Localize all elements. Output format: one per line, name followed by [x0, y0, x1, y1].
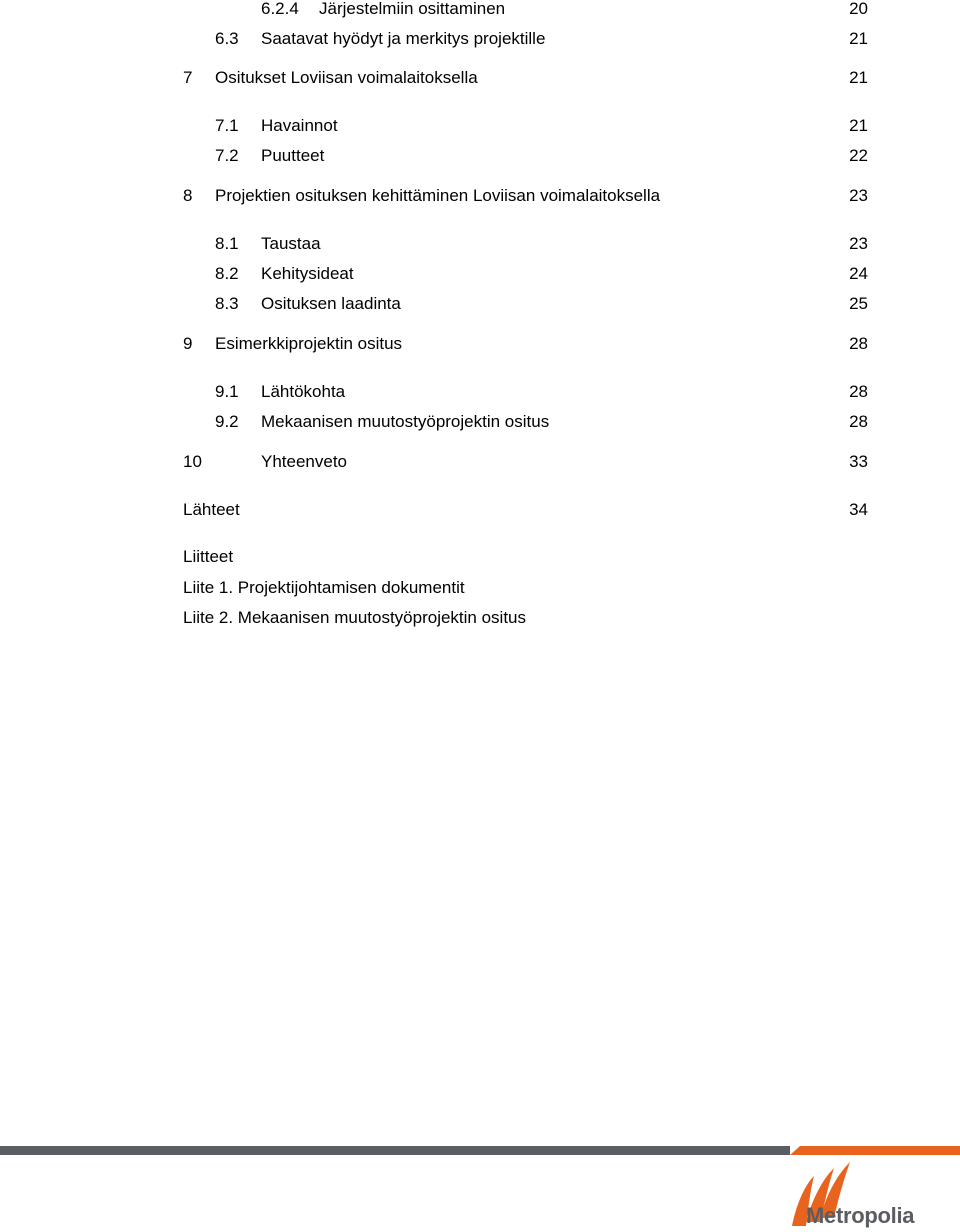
toc-entry-8-3[interactable]: [0, 293, 960, 315]
toc-title: Mekaanisen muutostyöprojektin ositus: [261, 412, 550, 431]
toc-title: Saatavat hyödyt ja merkitys projektille: [261, 29, 546, 48]
toc-number: 8.2: [215, 264, 239, 283]
toc-page: 23: [849, 234, 868, 253]
toc-entry-10[interactable]: [0, 451, 960, 473]
toc-title: Osituksen laadinta: [261, 294, 401, 313]
toc-number: 7: [183, 68, 193, 87]
toc-page: 21: [849, 68, 868, 87]
toc-title: Yhteenveto: [261, 452, 348, 471]
footer-bar-grey: [0, 1146, 790, 1155]
toc-page: 22: [849, 146, 868, 165]
toc-page: 25: [849, 294, 868, 313]
toc-page: 20: [849, 0, 868, 18]
footer-bar: [0, 1146, 960, 1155]
toc-entry-liite-1[interactable]: [0, 577, 960, 599]
toc-title: Puutteet: [261, 146, 325, 165]
toc-entry-9[interactable]: [0, 333, 960, 355]
toc-entry-7-2[interactable]: [0, 145, 960, 167]
toc-entry-8[interactable]: [0, 185, 960, 207]
toc-entry-7[interactable]: [0, 67, 960, 89]
toc-entry-9-2[interactable]: [0, 411, 960, 433]
toc-page: 33: [849, 452, 868, 471]
toc-title: Projektien osituksen kehittäminen Loviisan voimalaitoksella: [215, 186, 661, 205]
toc-entry-liitteet: [0, 546, 960, 568]
toc-page: 28: [849, 334, 868, 353]
toc-title: Havainnot: [261, 116, 338, 135]
toc-number: 6.2.4: [261, 0, 299, 18]
toc-title: Kehitysideat: [261, 264, 354, 283]
toc-number: 9: [183, 334, 193, 353]
toc-page: 21: [849, 29, 868, 48]
toc-title: Liite 1. Projektijohtamisen dokumentit: [183, 578, 465, 597]
toc-title: Liite 2. Mekaanisen muutostyöprojektin ositus: [183, 608, 527, 627]
toc-title: Lähtökohta: [261, 382, 346, 401]
toc-number: 9.2: [215, 412, 239, 431]
toc-entry-8-2[interactable]: [0, 263, 960, 285]
toc-entry-9-1[interactable]: [0, 381, 960, 403]
toc-number: 8.1: [215, 234, 239, 253]
toc-title: Lähteet: [183, 500, 240, 519]
toc-number: 8: [183, 186, 193, 205]
toc-number: 9.1: [215, 382, 239, 401]
toc-entry-6-3[interactable]: [0, 28, 960, 50]
toc-title: Järjestelmiin osittaminen: [319, 0, 506, 18]
toc-number: 10: [183, 452, 202, 471]
toc-title: Esimerkkiprojektin ositus: [215, 334, 403, 353]
toc-page: 28: [849, 412, 868, 431]
toc-entry-7-1[interactable]: [0, 115, 960, 137]
toc-page: 23: [849, 186, 868, 205]
toc-entry-6-2-4[interactable]: [0, 0, 960, 20]
toc-title: Liitteet: [183, 547, 234, 566]
toc-number: 7.1: [215, 116, 239, 135]
footer-bar-orange: [790, 1146, 960, 1155]
toc-page: 21: [849, 116, 868, 135]
toc-page: 24: [849, 264, 868, 283]
toc-page: 34: [849, 500, 868, 519]
toc-number: 8.3: [215, 294, 239, 313]
toc-title: Taustaa: [261, 234, 321, 253]
toc-number: 6.3: [215, 29, 239, 48]
toc-number: 7.2: [215, 146, 239, 165]
toc-page: 28: [849, 382, 868, 401]
toc-entry-liite-2[interactable]: [0, 607, 960, 629]
toc-entry-lahteet[interactable]: [0, 499, 960, 521]
logo-wordmark: Metropolia: [806, 1203, 915, 1228]
toc-entry-8-1[interactable]: [0, 233, 960, 255]
toc-title: Ositukset Loviisan voimalaitoksella: [215, 68, 478, 87]
